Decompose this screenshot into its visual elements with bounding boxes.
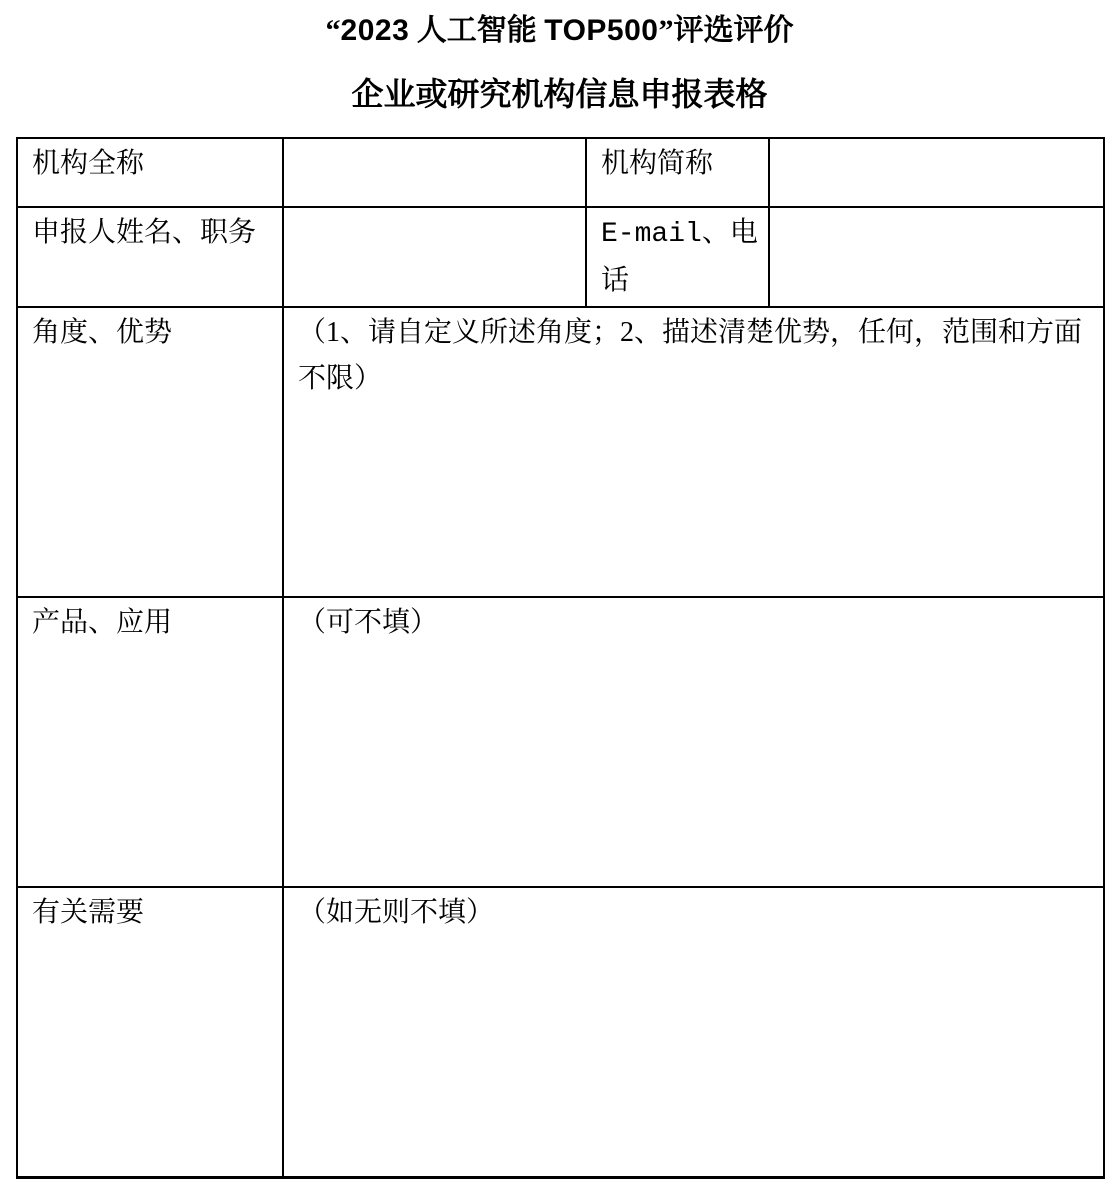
angle-advantage-label: 角度、优势 [17,307,283,597]
title-open-quote: “ [325,14,341,47]
email-label-latin: E-mail [601,219,702,250]
related-needs-field[interactable]: （如无则不填） [283,887,1104,1177]
product-application-field[interactable]: （可不填） [283,597,1104,887]
row-angle-advantage [17,307,1104,597]
application-form-table [16,137,1105,1179]
org-full-name-field[interactable] [283,138,586,207]
row-product-application [17,597,1104,887]
org-full-name-label: 机构全称 [17,138,283,207]
doc-title-line2: 企业或研究机构信息申报表格 [351,76,768,112]
row-applicant [17,207,1104,307]
angle-advantage-field[interactable]: （1、请自定义所述角度；2、描述清楚优势，任何，范围和方面不限） [283,307,1104,597]
title-cjk-middle: 人工智能 [409,14,545,47]
org-short-name-label: 机构简称 [586,138,769,207]
row-org-name [17,138,1104,207]
applicant-name-title-label: 申报人姓名、职务 [17,207,283,307]
related-needs-label: 有关需要 [17,887,283,1177]
org-short-name-field[interactable] [769,138,1104,207]
row-related-needs [17,887,1104,1177]
product-application-label: 产品、应用 [17,597,283,887]
applicant-name-title-field[interactable] [283,207,586,307]
email-label-cjk: 、电话 [601,217,758,296]
title-closing: ”评选评价 [658,14,794,47]
email-phone-field[interactable] [769,207,1104,307]
title-year: 2023 [340,14,410,47]
title-top500: TOP500 [544,14,659,47]
email-phone-label [586,207,769,307]
doc-title-line1 [0,14,1119,48]
